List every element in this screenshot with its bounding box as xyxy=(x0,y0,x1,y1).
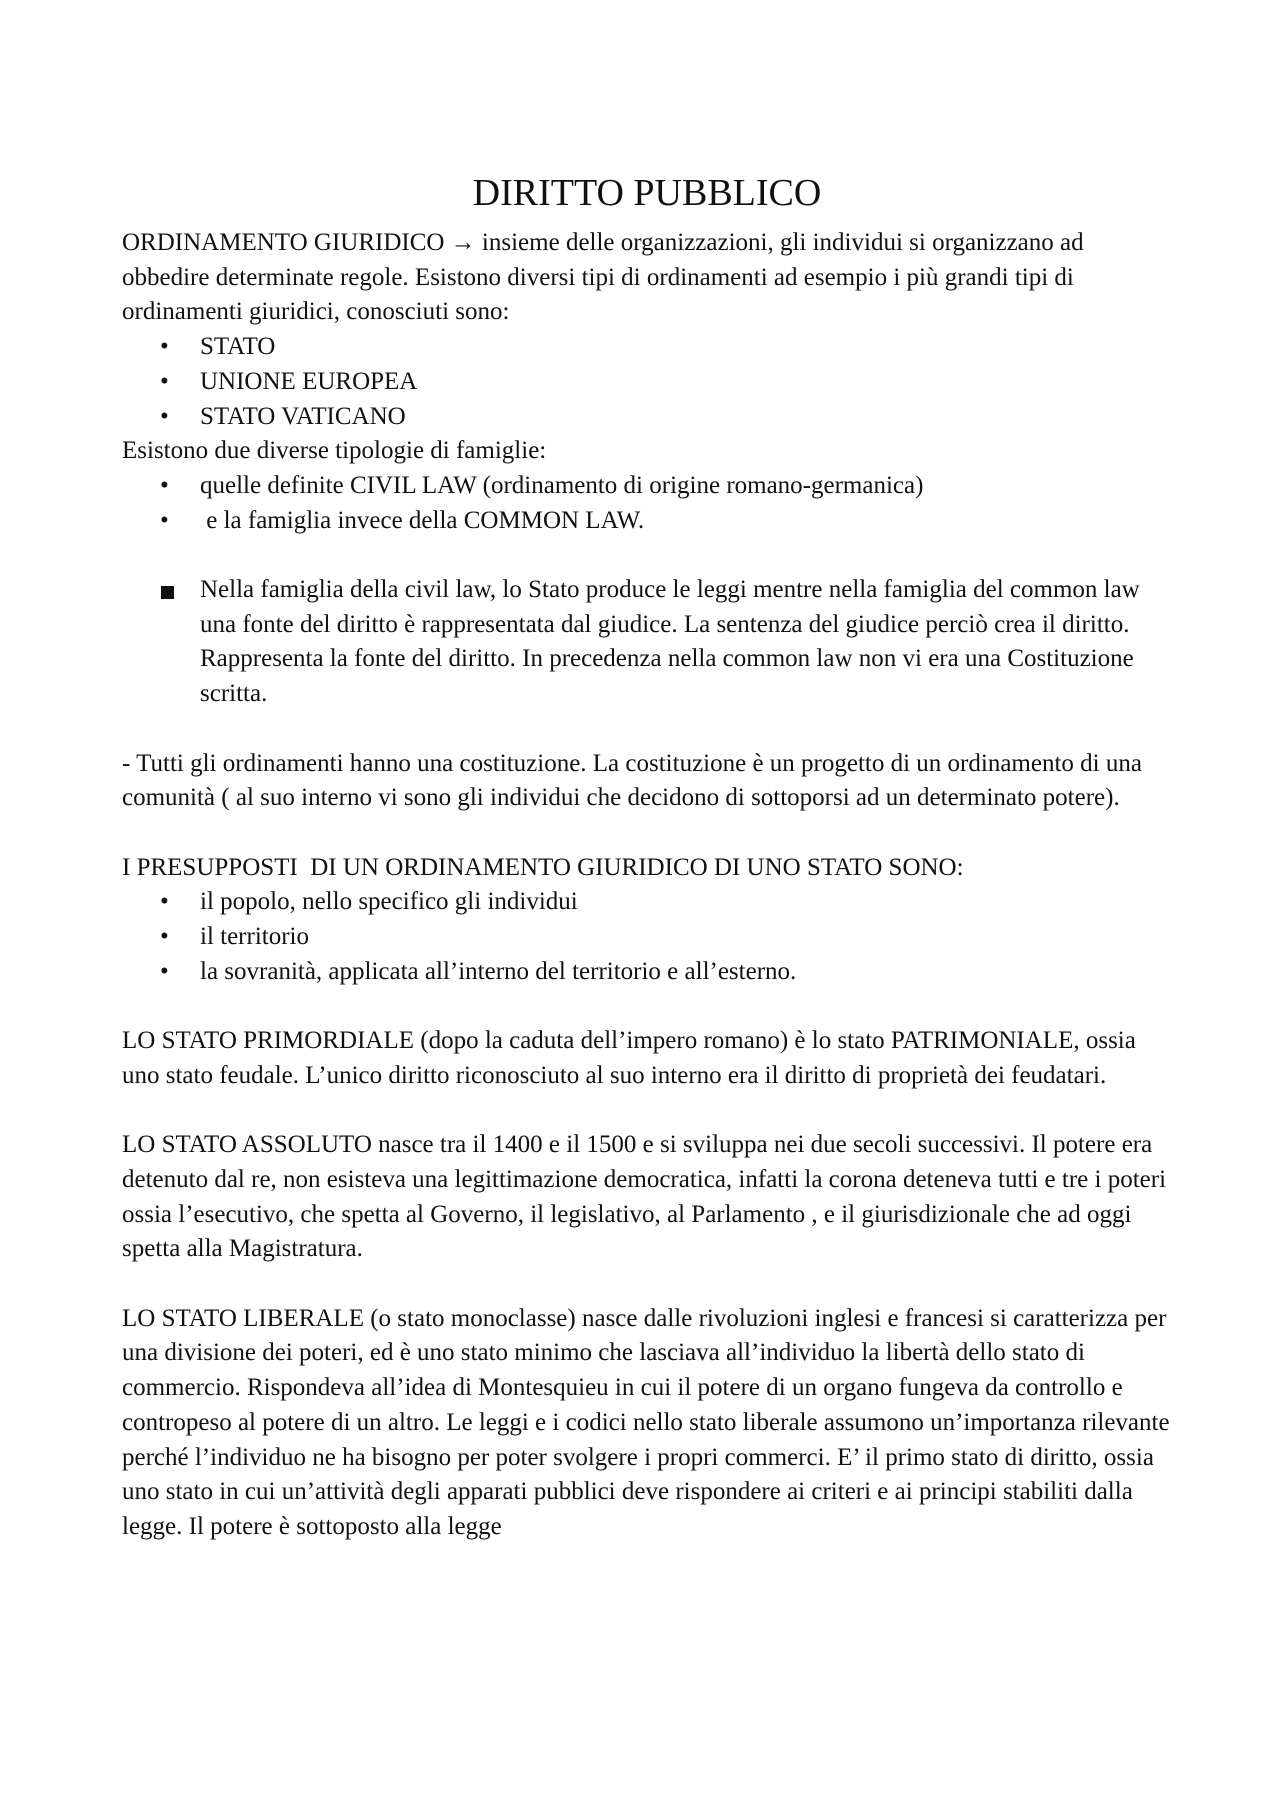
list-item: • STATO VATICANO xyxy=(122,400,1172,435)
famiglie-list xyxy=(122,469,1172,538)
list-item: • UNIONE EUROPEA xyxy=(122,365,1172,400)
list-item: • il popolo, nello specifico gli individui xyxy=(122,885,1172,920)
list-item: • STATO xyxy=(122,330,1172,365)
costituzione-paragraph: - Tutti gli ordinamenti hanno una costituzione. La costituzione è un progetto di un ordinamento di una comunità ( al suo interno vi sono gli individui che decidono di sottoporsi ad un determinato potere). xyxy=(122,749,1142,812)
civil-law-note: Nella famiglia della civil law, lo Stato produce le leggi mentre nella famiglia del common law una fonte del diritto è rappresentata dal giudice. La sentenza del giudice perciò crea il diritto. Rappresenta la fonte del diritto. In precedenza nella common law non vi era una Costituzione scritta. xyxy=(200,576,1140,708)
list-item: • e la famiglia invece della COMMON LAW. xyxy=(122,504,1172,539)
list-item: • la sovranità, applicata all’interno del territorio e all’esterno. xyxy=(122,955,1172,990)
presupposti-list xyxy=(122,885,1172,989)
bullet-icon: • xyxy=(160,888,169,916)
presupposti-heading: I PRESUPPOSTI DI UN ORDINAMENTO GIURIDICO DI UNO STATO SONO: xyxy=(122,853,964,881)
bullet-icon: • xyxy=(160,471,169,499)
list-item xyxy=(122,573,1172,712)
stato-assoluto-paragraph: LO STATO ASSOLUTO nasce tra il 1400 e il 1500 e si sviluppa nei due secoli successivi. Il potere era detenuto dal re, non esisteva una legittimazione democratica, infatti la corona deteneva tutti e tre i poteri ossia l’esecutivo, che spetta al Governo, il legislativo, al Parlamento , e il giurisdizionale che ad oggi spetta alla Magistratura. xyxy=(122,1131,1167,1263)
stato-liberale-paragraph: LO STATO LIBERALE (o stato monoclasse) nasce dalle rivoluzioni inglesi e francesi si caratterizza per una divisione dei poteri, ed è uno stato minimo che lasciava all’individuo la libertà dello stato di commercio. Rispondeva all’idea di Montesquieu in cui il potere di un organo fungeva da controllo e contropeso al potere di un altro. Le leggi e i codici nello stato liberale assumono un’importanza rilevante perché l’individuo ne ha bisogno per poter svolgere i propri commerci. E’ il primo stato di diritto, ossia uno stato in cui un’attività degli apparati pubblici deve rispondere ai criteri e ai principi stabiliti dalla legge. Il potere è sottoposto alla legge xyxy=(122,1304,1170,1540)
bullet-icon: • xyxy=(160,333,169,361)
list-item: • quelle definite CIVIL LAW (ordinamento di origine romano-germanica) xyxy=(122,469,1172,504)
ordinamenti-list xyxy=(122,330,1172,434)
bullet-icon: • xyxy=(160,957,169,985)
document-title: DIRITTO PUBBLICO xyxy=(472,172,822,214)
bullet-icon: • xyxy=(160,402,169,430)
bullet-icon: • xyxy=(160,367,169,395)
intro-paragraph: ORDINAMENTO GIURIDICO → insieme delle organizzazioni, gli individui si organizzano ad obbedire determinate regole. Esistono diversi tipi di ordinamenti ad esempio i più grandi tipi di ordinamenti giuridici, conosciuti sono: xyxy=(122,229,1084,326)
list-item: • il territorio xyxy=(122,920,1172,955)
civil-law-note-list xyxy=(122,573,1172,712)
square-bullet-icon xyxy=(161,586,174,599)
document-page xyxy=(122,170,1172,1545)
famiglie-intro: Esistono due diverse tipologie di famiglie: xyxy=(122,437,547,465)
stato-primordiale-paragraph: LO STATO PRIMORDIALE (dopo la caduta dell’impero romano) è lo stato PATRIMONIALE, ossia uno stato feudale. L’unico diritto riconosciuto al suo interno era il diritto di proprietà dei feudatari. xyxy=(122,1027,1136,1089)
bullet-icon: • xyxy=(160,923,169,951)
bullet-icon: • xyxy=(160,506,169,534)
